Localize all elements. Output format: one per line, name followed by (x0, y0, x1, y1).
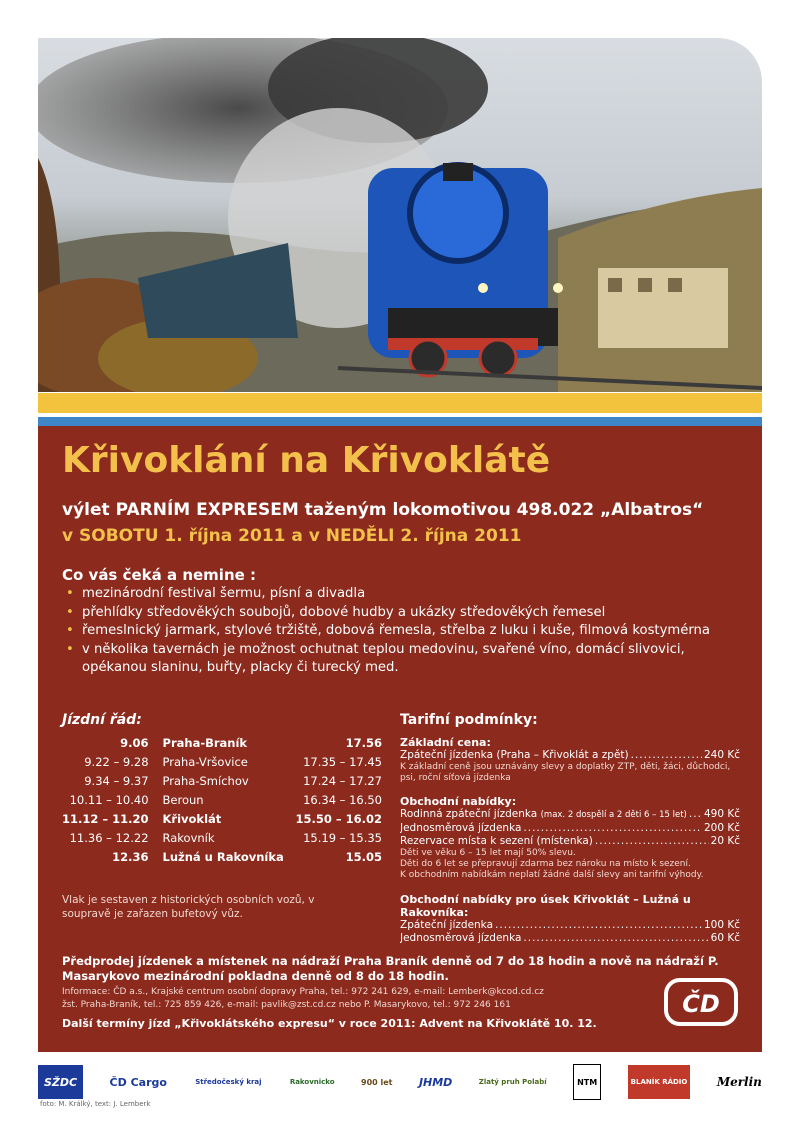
station-name: Rakovník (162, 830, 215, 845)
photo-credit: foto: M. Králký, text: J. Lemberk (40, 1100, 151, 1108)
cd-cargo-logo: ČD Cargo (109, 1075, 167, 1089)
tariff-basic (400, 736, 740, 784)
subtitle-express: výlet PARNÍM EXPRESEM taženým lokomotivou 498.022 „Albatros“ (62, 500, 704, 520)
steam-locomotive-photo (38, 38, 762, 392)
cd-logo-text: ČD (682, 990, 720, 1018)
price-value: 240 Kč (703, 749, 740, 761)
train-note: Vlak je sestaven z historických osobních vozů, v soupravě je zařazen bufetový vůz. (62, 894, 315, 920)
price-row (400, 808, 740, 822)
price-row (400, 822, 740, 835)
table-row (62, 847, 382, 866)
subtitle-dates: v SOBOTU 1. října 2011 a v NEDĚLI 2. října 2011 (62, 526, 522, 546)
contact-line: žst. Praha-Braník, tel.: 725 859 426, e-mail: pavlik@zst.cd.cz nebo P. Masarykovo, tel.: 972 246 161 (62, 1000, 511, 1010)
table-row (62, 828, 382, 847)
return-time: 15.19 – 15.35 (303, 830, 382, 845)
station-name: Praha-Braník (162, 735, 248, 750)
table-row (62, 809, 382, 828)
departure-time: 12.36 (112, 849, 149, 864)
blanik-radio-logo: BLANÍK RÁDIO (628, 1065, 691, 1099)
station-name: Křivoklát (162, 811, 222, 826)
price-value: 100 Kč (703, 919, 740, 931)
return-time: 17.24 – 17.27 (303, 773, 382, 788)
price-label: Jednosměrová jízdenka (400, 932, 522, 944)
price-value: 200 Kč (703, 822, 740, 834)
station-name: Beroun (162, 792, 204, 807)
tariff-commercial (400, 795, 740, 881)
stredocesky-kraj-logo: Středočeský kraj (195, 1078, 262, 1086)
list-item: • přehlídky středověkých soubojů, dobové hudby a ukázky středověkých řemesel (66, 604, 746, 623)
merlin-logo: Merlin (716, 1075, 762, 1089)
price-label: Jednosměrová jízdenka (400, 822, 522, 834)
return-time: 16.34 – 16.50 (303, 792, 382, 807)
further-dates: Další termíny jízd „Křivoklátského expresu“ v roce 2011: Advent na Křivoklátě 10. 12. (62, 1017, 597, 1030)
table-row (62, 790, 382, 809)
return-time: 17.56 (345, 735, 382, 750)
yellow-stripe (38, 393, 762, 413)
return-time: 17.35 – 17.45 (303, 754, 382, 769)
list-item: • řemeslnický jarmark, stylové tržiště, dobová řemesla, střelba z luku i kuše, filmová kostymérna (66, 622, 746, 641)
locomotive-illustration (38, 38, 762, 392)
price-value: 20 Kč (710, 835, 740, 847)
rakovnicko-logo: Rakovnicko (289, 1078, 335, 1086)
section-heading: Obchodní nabídky pro úsek Křivoklát – Lužná u Rakovníka: (400, 893, 691, 919)
departure-time: 9.34 – 9.37 (84, 773, 149, 788)
table-row (62, 771, 382, 790)
departure-time: 11.12 – 11.20 (62, 811, 149, 826)
commercial-note: Děti do 6 let se přepravují zdarma bez nároku na místo k sezení. (400, 859, 691, 869)
ntm-logo: NTM (573, 1064, 601, 1100)
contact-info (62, 986, 682, 1012)
partner-logos (38, 1062, 762, 1102)
program-list (66, 585, 746, 678)
program-heading: Co vás čeká a nemine : (62, 566, 257, 584)
price-value: 60 Kč (710, 932, 740, 944)
schedule-table (62, 733, 382, 866)
station-name: Praha-Smíchov (162, 773, 249, 788)
900-let-logo: 900 let (361, 1077, 393, 1087)
cd-logo-icon (664, 978, 738, 1026)
tariff-section (400, 893, 740, 945)
departure-time: 11.36 – 12.22 (69, 830, 149, 845)
table-row (62, 733, 382, 752)
departure-time: 9.06 (120, 735, 149, 750)
cd-logo (664, 978, 738, 1026)
basic-price-heading: Základní cena: (400, 736, 491, 749)
family-label: Rodinná zpáteční jízdenka (400, 808, 538, 820)
schedule-heading: Jízdní řád: (62, 712, 142, 728)
table-row (62, 752, 382, 771)
price-label: Zpáteční jízdenka (Praha – Křivoklát a zpět) (400, 749, 629, 761)
price-label: Rezervace místa k sezení (místenka) (400, 835, 593, 847)
price-label: Zpáteční jízdenka (400, 919, 494, 931)
price-row (400, 749, 740, 762)
station-name: Praha-Vršovice (162, 754, 248, 769)
contact-line: Informace: ČD a.s., Krajské centrum osobní dopravy Praha, tel.: 972 241 629, e-mail: Lemberk@kcod.cd.cz (62, 987, 544, 997)
price-row (400, 835, 740, 848)
page-title: Křivoklání na Křivoklátě (62, 440, 551, 481)
basic-note: K základní ceně jsou uznávány slevy a doplatky ZTP, děti, žáci, důchodci, psi, roční síťová jízdenka (400, 762, 731, 783)
zlaty-pruh-logo: Zlatý pruh Polabí (478, 1078, 547, 1086)
list-item: • v několika tavernách je možnost ochutnat teplou medovinu, svařené víno, domácí slivovici, opékanou slaninu, buřty, placky či turecký med. (66, 641, 746, 678)
tariff-heading: Tarifní podmínky: (400, 712, 538, 728)
station-name: Lužná u Rakovníka (162, 849, 284, 864)
szdc-logo: SŽDC (38, 1065, 83, 1099)
departure-time: 10.11 – 10.40 (69, 792, 149, 807)
departure-time: 9.22 – 9.28 (84, 754, 149, 769)
return-time: 15.05 (345, 849, 382, 864)
price-row (400, 919, 740, 932)
price-value: 490 Kč (703, 808, 740, 820)
jhmd-logo: JHMD (418, 1075, 453, 1089)
commercial-heading: Obchodní nabídky: (400, 795, 517, 808)
price-row (400, 932, 740, 945)
price-label (400, 808, 687, 822)
return-time: 15.50 – 16.02 (295, 811, 382, 826)
commercial-note: Děti ve věku 6 – 15 let mají 50% slevu. (400, 848, 576, 858)
commercial-note: K obchodním nabídkám neplatí žádné další slevy ani tarifní výhody. (400, 870, 704, 880)
blue-stripe (38, 417, 762, 426)
list-item: • mezinárodní festival šermu, písní a divadla (66, 585, 746, 604)
presale-info: Předprodej jízdenek a místenek na nádraží Praha Braník denně od 7 do 18 hodin a nově na nádraží P. Masarykovo mezinárodní pokladna denně od 8 do 18 hodin. (62, 954, 719, 983)
family-note: (max. 2 dospělí a 2 děti 6 – 15 let) (540, 810, 687, 820)
